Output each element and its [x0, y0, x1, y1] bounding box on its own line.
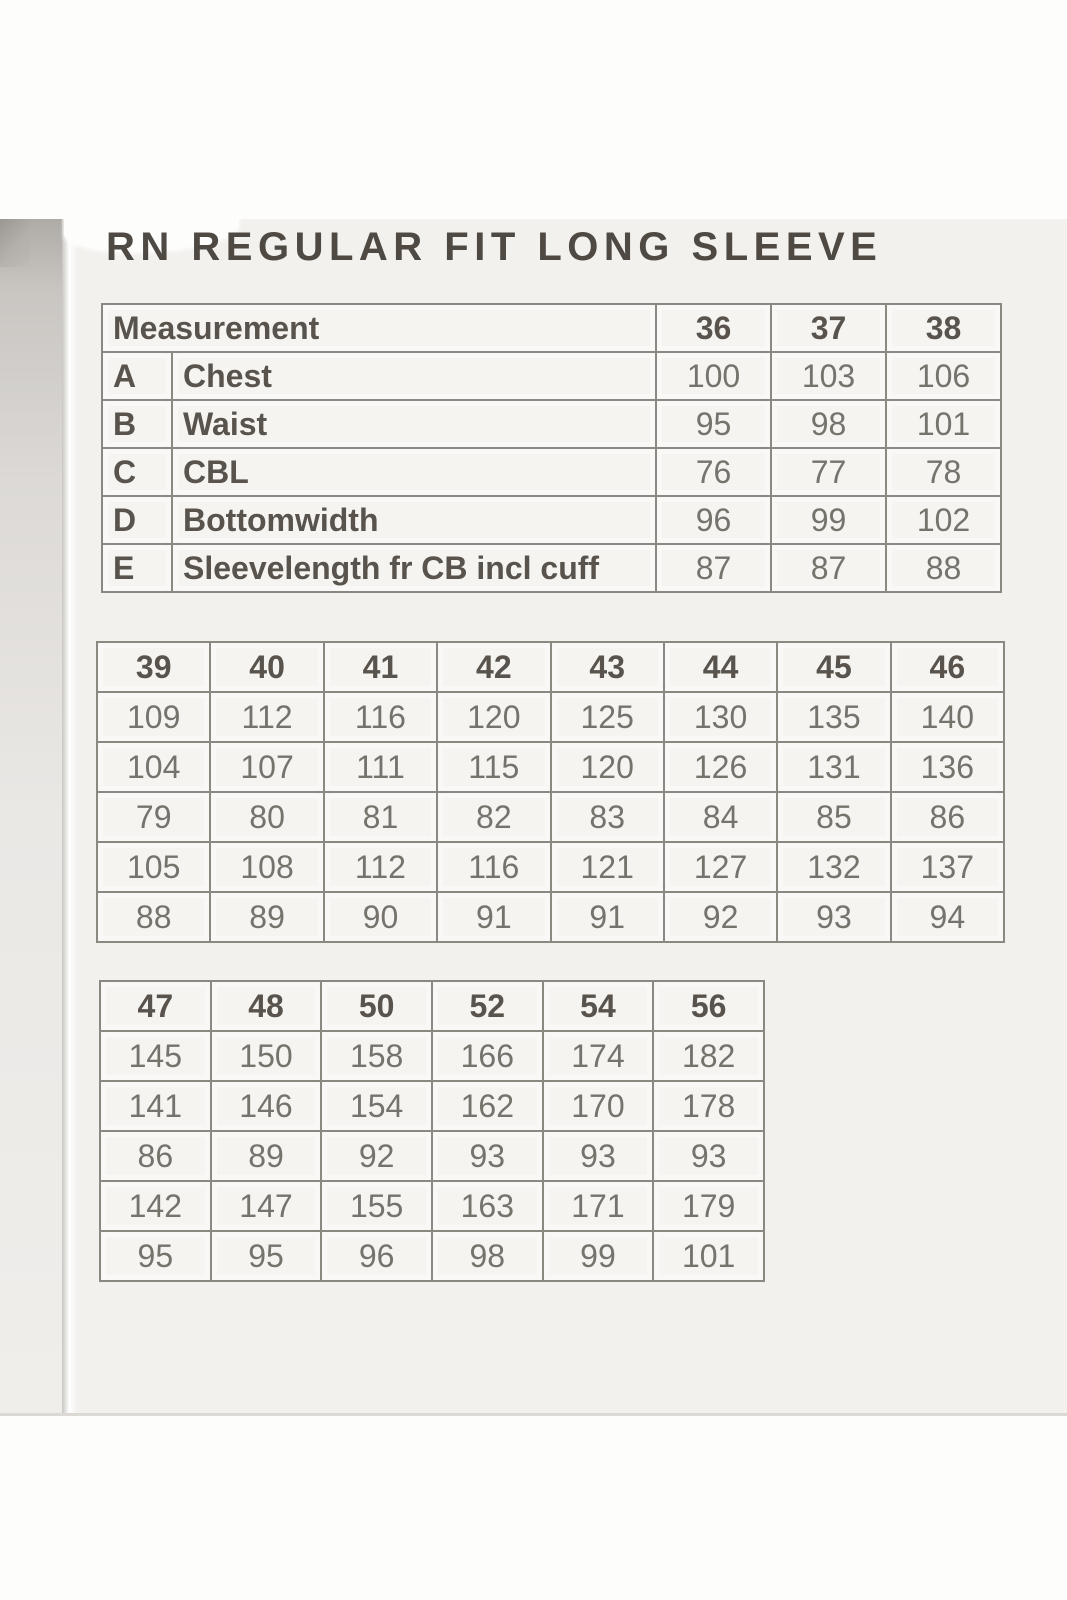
label-sheet: [0, 219, 1067, 1416]
value-cell: 101: [886, 400, 1001, 448]
value-cell: 92: [664, 892, 777, 942]
value-cell: 95: [100, 1231, 211, 1281]
value-cell: 91: [551, 892, 664, 942]
value-cell: 127: [664, 842, 777, 892]
value-cell: 99: [543, 1231, 654, 1281]
value-cell: 142: [100, 1181, 211, 1231]
table-row: [97, 742, 1004, 792]
value-cell: 109: [97, 692, 210, 742]
value-cell: 100: [656, 352, 771, 400]
size-header-cell: 47: [100, 981, 211, 1031]
measurement-letter-cell: E: [102, 544, 172, 592]
table-row: [97, 892, 1004, 942]
value-cell: 136: [891, 742, 1004, 792]
value-cell: 126: [664, 742, 777, 792]
value-cell: 130: [664, 692, 777, 742]
value-cell: 178: [653, 1081, 764, 1131]
table-row: [102, 544, 1001, 592]
measurement-label-cell: CBL: [172, 448, 656, 496]
size-table-sizes-36-38: [101, 303, 1002, 593]
table-row: [97, 792, 1004, 842]
table-row: [97, 692, 1004, 742]
value-cell: 93: [543, 1131, 654, 1181]
value-cell: 91: [437, 892, 550, 942]
value-cell: 145: [100, 1031, 211, 1081]
value-cell: 96: [321, 1231, 432, 1281]
value-cell: 93: [432, 1131, 543, 1181]
value-cell: 162: [432, 1081, 543, 1131]
value-cell: 140: [891, 692, 1004, 742]
size-header-cell: 37: [771, 304, 886, 352]
value-cell: 102: [886, 496, 1001, 544]
value-cell: 166: [432, 1031, 543, 1081]
value-cell: 105: [97, 842, 210, 892]
value-cell: 141: [100, 1081, 211, 1131]
value-cell: 98: [771, 400, 886, 448]
value-cell: 77: [771, 448, 886, 496]
table-row: [100, 1231, 764, 1281]
value-cell: 93: [777, 892, 890, 942]
value-cell: 82: [437, 792, 550, 842]
value-cell: 81: [324, 792, 437, 842]
value-cell: 132: [777, 842, 890, 892]
value-cell: 92: [321, 1131, 432, 1181]
value-cell: 79: [97, 792, 210, 842]
value-cell: 174: [543, 1031, 654, 1081]
value-cell: 170: [543, 1081, 654, 1131]
value-cell: 111: [324, 742, 437, 792]
value-cell: 101: [653, 1231, 764, 1281]
size-header-cell: 41: [324, 642, 437, 692]
value-cell: 112: [210, 692, 323, 742]
value-cell: 86: [100, 1131, 211, 1181]
value-cell: 179: [653, 1181, 764, 1231]
size-header-cell: 50: [321, 981, 432, 1031]
size-header-cell: 54: [543, 981, 654, 1031]
value-cell: 147: [211, 1181, 322, 1231]
left-crease-highlight: [62, 219, 78, 1413]
table-row: [97, 842, 1004, 892]
value-cell: 88: [886, 544, 1001, 592]
table-row: [100, 1131, 764, 1181]
chart-title: RN REGULAR FIT LONG SLEEVE: [106, 225, 883, 269]
size-header-cell: 43: [551, 642, 664, 692]
value-cell: 85: [777, 792, 890, 842]
value-cell: 120: [551, 742, 664, 792]
table-row: [102, 400, 1001, 448]
value-cell: 83: [551, 792, 664, 842]
value-cell: 96: [656, 496, 771, 544]
size-table-sizes-47-56: [99, 980, 765, 1282]
value-cell: 99: [771, 496, 886, 544]
measurement-letter-cell: A: [102, 352, 172, 400]
size-header-cell: 46: [891, 642, 1004, 692]
value-cell: 95: [211, 1231, 322, 1281]
value-cell: 154: [321, 1081, 432, 1131]
value-cell: 182: [653, 1031, 764, 1081]
value-cell: 103: [771, 352, 886, 400]
value-cell: 121: [551, 842, 664, 892]
value-cell: 108: [210, 842, 323, 892]
value-cell: 93: [653, 1131, 764, 1181]
value-cell: 78: [886, 448, 1001, 496]
size-header-cell: 40: [210, 642, 323, 692]
value-cell: 106: [886, 352, 1001, 400]
value-cell: 98: [432, 1231, 543, 1281]
measurement-letter-cell: C: [102, 448, 172, 496]
size-header-cell: 42: [437, 642, 550, 692]
value-cell: 84: [664, 792, 777, 842]
measurement-label-cell: Bottomwidth: [172, 496, 656, 544]
value-cell: 95: [656, 400, 771, 448]
value-cell: 125: [551, 692, 664, 742]
value-cell: 89: [210, 892, 323, 942]
value-cell: 171: [543, 1181, 654, 1231]
value-cell: 131: [777, 742, 890, 792]
value-cell: 135: [777, 692, 890, 742]
value-cell: 158: [321, 1031, 432, 1081]
table-header-row: [102, 304, 1001, 352]
measurement-header-cell: Measurement: [102, 304, 656, 352]
table-row: [100, 1181, 764, 1231]
value-cell: 150: [211, 1031, 322, 1081]
size-header-cell: 56: [653, 981, 764, 1031]
measurement-label-cell: Sleevelength fr CB incl cuff: [172, 544, 656, 592]
value-cell: 94: [891, 892, 1004, 942]
value-cell: 115: [437, 742, 550, 792]
table-row: [102, 448, 1001, 496]
left-edge-shadow: [0, 219, 62, 1413]
size-header-cell: 45: [777, 642, 890, 692]
table-header-row: [97, 642, 1004, 692]
value-cell: 163: [432, 1181, 543, 1231]
table-row: [100, 1081, 764, 1131]
size-header-cell: 36: [656, 304, 771, 352]
value-cell: 76: [656, 448, 771, 496]
value-cell: 87: [771, 544, 886, 592]
size-table-sizes-39-46: [96, 641, 1005, 943]
value-cell: 89: [211, 1131, 322, 1181]
value-cell: 104: [97, 742, 210, 792]
size-header-cell: 48: [211, 981, 322, 1031]
size-header-cell: 44: [664, 642, 777, 692]
measurement-letter-cell: B: [102, 400, 172, 448]
value-cell: 120: [437, 692, 550, 742]
measurement-label-cell: Waist: [172, 400, 656, 448]
value-cell: 107: [210, 742, 323, 792]
value-cell: 86: [891, 792, 1004, 842]
value-cell: 112: [324, 842, 437, 892]
table-row: [102, 496, 1001, 544]
value-cell: 116: [437, 842, 550, 892]
size-header-cell: 52: [432, 981, 543, 1031]
value-cell: 80: [210, 792, 323, 842]
value-cell: 137: [891, 842, 1004, 892]
value-cell: 90: [324, 892, 437, 942]
table-row: [100, 1031, 764, 1081]
table-row: [102, 352, 1001, 400]
measurement-label-cell: Chest: [172, 352, 656, 400]
top-left-fold: [0, 219, 30, 267]
value-cell: 88: [97, 892, 210, 942]
value-cell: 116: [324, 692, 437, 742]
size-header-cell: 38: [886, 304, 1001, 352]
measurement-letter-cell: D: [102, 496, 172, 544]
value-cell: 155: [321, 1181, 432, 1231]
value-cell: 87: [656, 544, 771, 592]
size-header-cell: 39: [97, 642, 210, 692]
table-header-row: [100, 981, 764, 1031]
value-cell: 146: [211, 1081, 322, 1131]
